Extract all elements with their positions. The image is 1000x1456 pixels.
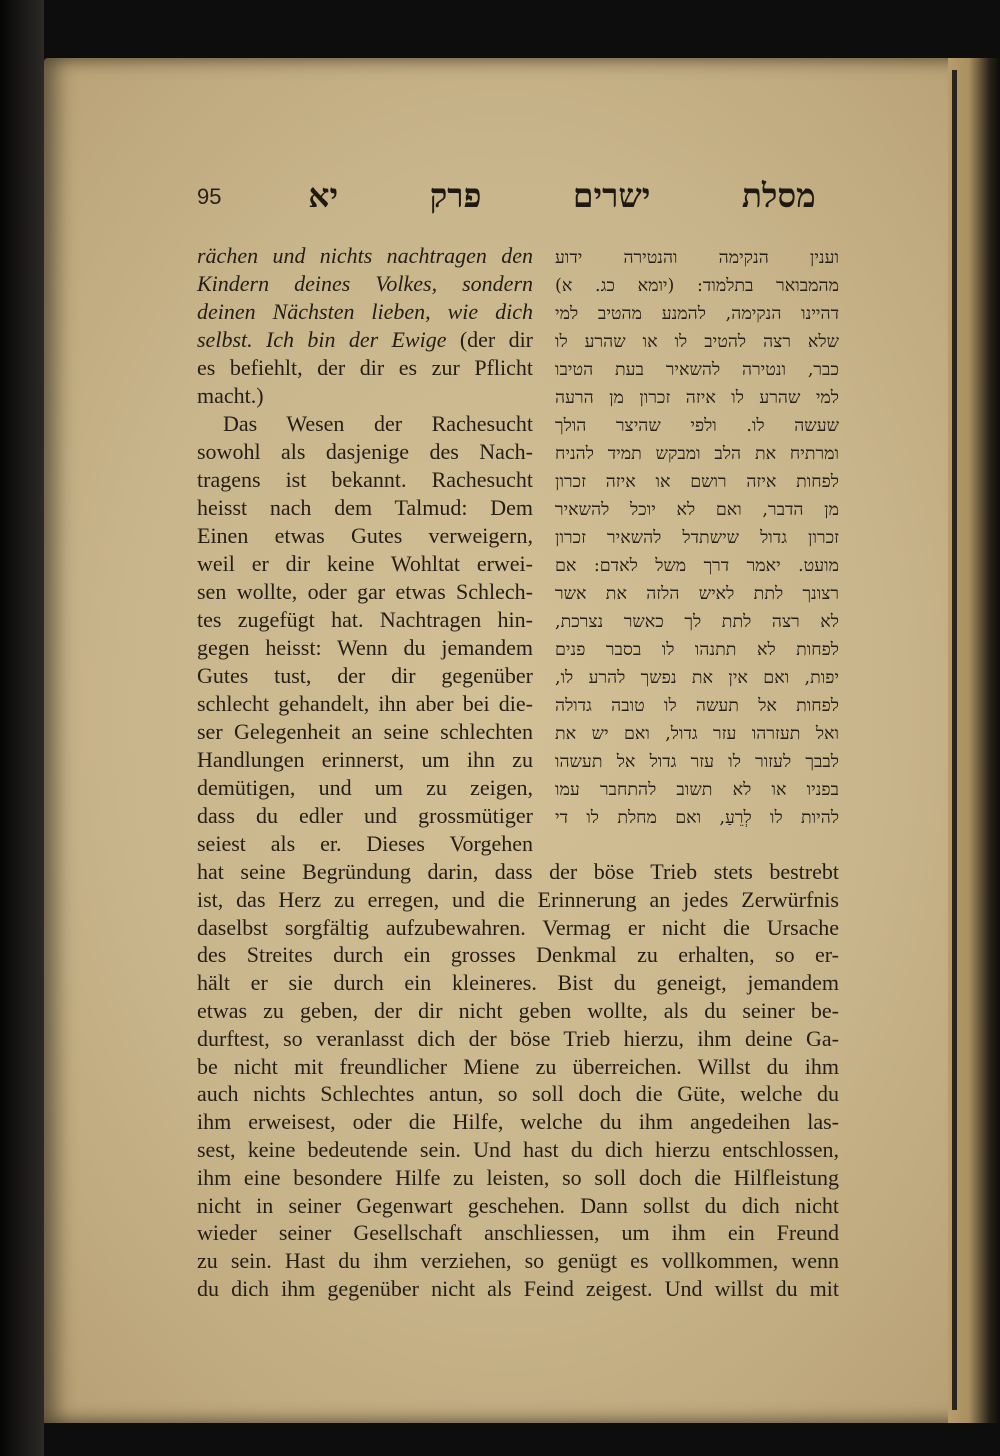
text-line: durftest, so veranlasst dich der böse Trieb hierzu, ihm deine Ga- <box>197 1025 839 1051</box>
text-fragment: (der dir <box>459 327 534 352</box>
book-binding <box>0 0 44 1456</box>
text-line: sen wollte, oder gar etwas Schlech- <box>197 579 533 604</box>
text-line: Einen etwas Gutes verweigern, <box>197 523 533 548</box>
text-line: deinen Nächsten lieben, wie dich <box>197 299 533 324</box>
hebrew-line: לפחות אל תעשה לו טובה גדולה <box>555 696 839 716</box>
text-line: ser Gelegenheit an seine schlechten <box>197 719 533 744</box>
hebrew-line: זכרון גדול שישתדל להשאיר זכרון <box>555 528 839 548</box>
text-line: ist, das Herz zu erregen, und die Erinnerung an jedes Zerwürfnis <box>197 886 839 912</box>
full-width-paragraph <box>197 858 839 1303</box>
text-line: des Streites durch ein grosses Denkmal zu erhalten, so er- <box>197 942 839 968</box>
text-line: sest, keine bedeutende sein. Und hast du dich hierzu entschlossen, <box>197 1136 839 1162</box>
hebrew-line: לפחות לא תתנהו לו בסבר פנים <box>555 640 839 660</box>
text-line: hält er sie durch ein kleineres. Bist du geneigt, jemandem <box>197 970 839 996</box>
text-line: be nicht mit freundlicher Miene zu überreichen. Willst du ihm <box>197 1053 839 1079</box>
text-line: wieder seiner Gesellschaft anschliessen, um ihm ein Freund <box>197 1220 839 1246</box>
text-line: zu sein. Hast du ihm verziehen, so genügt es vollkommen, wenn <box>197 1248 839 1274</box>
text-line: sowohl als dasjenige des Nach- <box>197 439 533 464</box>
text-line: Handlungen erinnerst, um ihn zu <box>197 747 533 772</box>
hebrew-line: ואל תעזרהו עזר גדול, ואם יש את <box>555 724 839 744</box>
german-translation-column <box>197 242 533 858</box>
hebrew-line: יפות, ואם אין את נפשך להרע לו, <box>555 668 839 688</box>
italic-quote: selbst. Ich bin der Ewige <box>197 327 447 352</box>
text-line: auch nichts Schlechtes antun, so soll doch die Güte, welche du <box>197 1081 839 1107</box>
text-line <box>197 326 533 354</box>
text-line: ihm erweisest, oder die Hilfe, welche du ihm angedeihen las- <box>197 1109 839 1135</box>
text-line: hat seine Begründung darin, dass der böse Trieb stets bestrebt <box>197 859 839 884</box>
hebrew-line: רצונך לתת לאיש הלזה את אשר <box>555 584 839 604</box>
text-line: tes zugefügt hat. Nachtragen hin- <box>197 607 533 632</box>
hebrew-line: מן הדבר, ואם לא יוכל להשאיר <box>555 500 839 520</box>
text-line: heisst nach dem Talmud: Dem <box>197 495 533 520</box>
text-line: rächen und nichts nachtragen den <box>197 243 533 268</box>
text-line: daselbst sorgfältig aufzubewahren. Vermag er nicht die Ursache <box>197 914 839 940</box>
text-line: du dich ihm gegenüber nicht als Feind zeigest. Und willst du mit <box>197 1275 839 1301</box>
hebrew-line: מועט. יאמר דרך משל לאדם: אם <box>555 556 839 576</box>
text-line: Das Wesen der Rachesucht <box>223 411 533 436</box>
page-number: 95 <box>197 184 222 209</box>
text-line: Gutes tust, der dir gegenüber <box>197 663 533 688</box>
hebrew-line: שלא רצה להטיב לו או שהרע לו <box>555 332 839 352</box>
page-header <box>197 176 839 226</box>
page-gutter-line <box>952 70 957 1410</box>
hebrew-line: דהיינו הנקימה, להמנע מהטיב למי <box>555 304 839 324</box>
text-line: seiest als er. Dieses Vorgehen <box>197 831 533 856</box>
hebrew-line: להיות לו לְרֵעַ, ואם מחלת לו די <box>555 808 839 828</box>
hebrew-text-column <box>555 244 839 832</box>
text-line: es befiehlt, der dir es zur Pflicht <box>197 355 533 380</box>
hebrew-line: לבבך לעזור לו עזר גדול אל תעשהו <box>555 752 839 772</box>
hebrew-line: וענין הנקימה והנטירה ידוע <box>555 248 839 268</box>
hebrew-line: לפחות איזה רושם או איזה זכרון <box>555 472 839 492</box>
hebrew-line: שעשה לו. ולפי שהיצר הולך <box>555 416 839 436</box>
text-line: weil er dir keine Wohltat erwei- <box>197 551 533 576</box>
text-line: nicht in seiner Gegenwart geschehen. Dann sollst du dich nicht <box>197 1192 839 1218</box>
hebrew-line: ומרתיח את הלב ומבקש תמיד להניח <box>555 444 839 464</box>
text-line: demütigen, und um zu zeigen, <box>197 775 533 800</box>
hebrew-line: כבר, ונטירה להשאיר בעת הטיבו <box>555 360 839 380</box>
text-line: etwas zu geben, der dir nicht geben wollte, als du seiner be- <box>197 997 839 1023</box>
text-line: macht.) <box>197 383 264 408</box>
hebrew-line: מהמבואר בתלמוד: (יומא כג. א) <box>555 276 839 296</box>
text-line: gegen heisst: Wenn du jemandem <box>197 635 533 660</box>
hebrew-line: למי שהרע לו איזה זכרון מן הרעה <box>555 388 839 408</box>
hebrew-line: בפניו או לא תשוב להתחבר עמו <box>555 780 839 800</box>
text-line: tragens ist bekannt. Rachesucht <box>197 467 533 492</box>
running-title: מסלת ישרים פרק יא <box>308 176 816 215</box>
text-line: ihm eine besondere Hilfe zu leisten, so soll doch die Hilfleistung <box>197 1164 839 1190</box>
hebrew-line: לא רצה לתת לך כאשר נצרכת, <box>555 612 839 632</box>
text-line: dass du edler und grossmütiger <box>197 803 533 828</box>
text-line: schlecht gehandelt, ihn aber bei die- <box>197 691 533 716</box>
text-line: Kindern deines Volkes, sondern <box>197 271 533 296</box>
